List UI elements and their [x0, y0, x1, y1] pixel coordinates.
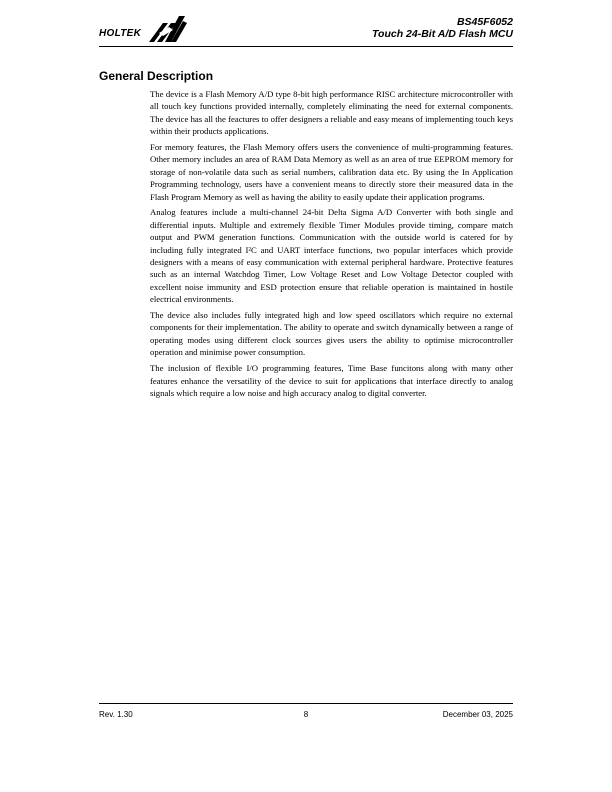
footer-date: December 03, 2025: [442, 710, 513, 719]
revision-label: Rev. 1.30: [99, 710, 133, 719]
page-footer: [99, 703, 513, 719]
paragraph-oscillators: The device also includes fully integrated high and low speed oscillators which require no external components for their implementation. The ability to operate and switch dynamically between a range of operating modes using different clock sources gives users the ability to optimise microcontroller operation and minimise power consumption.: [150, 310, 513, 358]
paragraph-analog: Analog features include a multi-channel 24-bit Delta Sigma A/D Converter with both single and differential inputs. Multiple and extremely flexible Timer Modules provide timing, compare match output and PWM generation functions. Communication with the outside world is catered for by including fully integrated I²C and UART interface functions, two popular interfaces which provide designers with a means of easy communication with external peripheral hardware. Protective features such as an internal Watchdog Timer, Low Voltage Reset and Low Voltage Detector coupled with excellent noise immunity and ESD protection ensure that reliable operation is maintained in hostile electrical environments.: [150, 207, 513, 305]
paragraph-overview: The device is a Flash Memory A/D type 8-bit high performance RISC architecture microcontroller with all touch key functions provided internally, completely eliminating the need for external components. The device has all the feactures to offer designers a reliable and easy means of implementing touch keys within their products applications.: [150, 89, 513, 137]
holtek-logo: [99, 14, 189, 44]
page-header: [99, 14, 513, 47]
part-number: BS45F6052: [456, 16, 513, 28]
holtek-chevron-icon: [149, 15, 187, 43]
logo-wordmark: HOLTEK: [99, 28, 142, 39]
section-title: General Description: [99, 69, 214, 83]
paragraph-io: The inclusion of flexible I/O programming features, Time Base funcitons along with many other features enhance the versatility of the device to suit for applications that interface directly to analog signals which require a low noise and high accuracy analog to digital converter.: [150, 363, 513, 398]
paragraph-memory: For memory features, the Flash Memory offers users the convenience of multi-programming features. Other memory includes an area of RAM Data Memory as well as an area of true EEPROM memory for storage of non-volatile data such as serial numbers, calibration data etc. By using the In Application Programming technology, users have a convenient means to directly store their measured data in the Flash Program Memory as well as having the ability to easily update their application programs.: [150, 142, 513, 202]
page-number: 8: [303, 710, 309, 719]
document-subtitle: Touch 24-Bit A/D Flash MCU: [372, 28, 513, 40]
document-title-block: [372, 16, 513, 40]
description-body: [150, 88, 513, 403]
